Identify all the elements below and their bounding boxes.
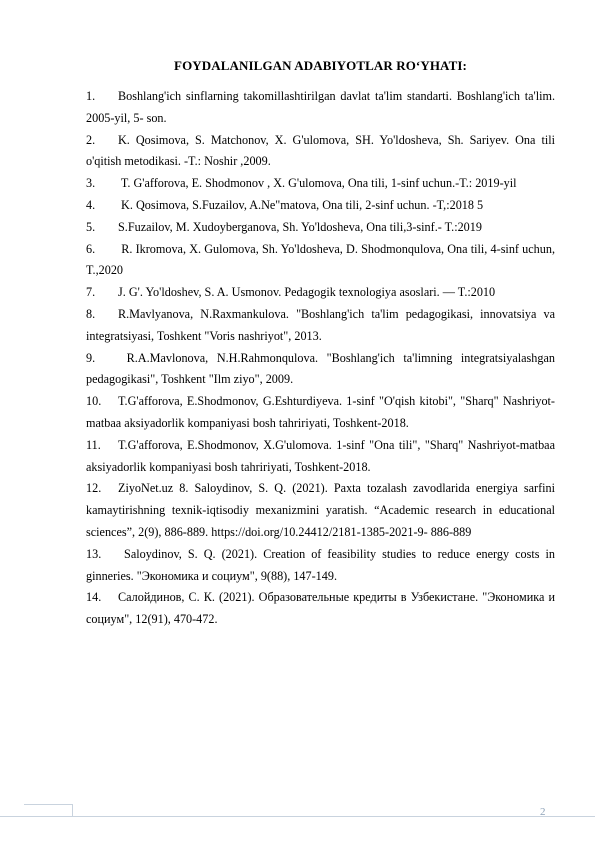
reference-text: Салойдинов, С. К. (2021). Образовательные кредиты в Узбекистане. "Экономика и социум", 12(91), 470-472. — [86, 590, 555, 627]
reference-number: 7. — [86, 285, 96, 300]
reference-item — [86, 304, 555, 348]
reference-text: J. G'. Yo'ldoshev, S. A. Usmonov. Pedagogik texnologiya asoslari. — T.:2010 — [118, 285, 496, 300]
reference-text: R. Ikromova, X. Gulomova, Sh. Yo'ldosheva, D. Shodmonqulova, Ona tili, 4-sinf uchun, T.,2020 — [86, 241, 555, 278]
reference-item — [86, 544, 555, 588]
reference-text: K. Qosimova, S. Matchonov, X. G'ulomova, SH. Yo'ldosheva, Sh. Sariyev. Ona tili o'qitish metodikasi. -T.: Noshir ,2009. — [86, 132, 555, 169]
footer-divider — [0, 816, 595, 817]
reference-text: ZiyoNet.uz 8. Saloydinov, S. Q. (2021). Paxta tozalash zavodlarida energiya sarfini kamaytirishning texnik-iqtisodiy mexanizmini yaratish. “Academic research in educational sciences”, 2(9), 886-889. https://doi.org/10.24412/2181-1385-2021-9- 886-889 — [86, 481, 555, 539]
reference-number: 12. — [86, 481, 102, 496]
reference-item — [86, 435, 555, 479]
reference-text: Saloydinov, S. Q. (2021). Creation of feasibility studies to reduce energy costs in ginneries. "Экономика и социум", 9(88), 147-149. — [86, 546, 555, 583]
reference-number: 10. — [86, 394, 102, 409]
reference-text: Boshlang'ich sinflarning takomillashtirilgan davlat ta'lim standarti. Boshlang'ich ta'lim. 2005-yil, 5- son. — [86, 89, 555, 125]
reference-item — [86, 478, 555, 543]
reference-item — [86, 239, 555, 283]
reference-number: 14. — [86, 590, 102, 605]
reference-item — [86, 217, 555, 239]
reference-item — [86, 86, 555, 130]
reference-number: 3. — [86, 176, 96, 191]
reference-list — [86, 86, 555, 631]
reference-number: 8. — [86, 306, 96, 321]
reference-text: T. G'afforova, E. Shodmonov , X. G'ulomova, Ona tili, 1-sinf uchun.-T.: 2019-yil — [118, 176, 517, 191]
page-title: FOYDALANILGAN ADABIYOTLAR RO‘YHATI: — [174, 58, 467, 73]
reference-text: T.G'afforova, E.Shodmonov, G.Eshturdiyeva. 1-sinf "O'qish kitobi", "Sharq" Nashriyot-matbaa aksiyadorlik kompaniyasi bosh tahririyati, Toshkent-2018. — [86, 394, 555, 430]
reference-item — [86, 391, 555, 435]
reference-text: T.G'afforova, E.Shodmonov, X.G'ulomova. 1-sinf "Ona tili", "Sharq" Nashriyot-matbaa aksiyadorlik kompaniyasi bosh tahririyati, Toshkent-2018. — [86, 437, 555, 474]
reference-number: 11. — [86, 437, 101, 452]
reference-number: 1. — [86, 89, 96, 103]
reference-number: 4. — [86, 197, 96, 212]
reference-item — [86, 173, 555, 195]
reference-number: 2. — [86, 132, 96, 147]
reference-item — [86, 130, 555, 174]
reference-text: R.A.Mavlonova, N.H.Rahmonqulova. "Boshlang'ich ta'limning integratsiyalashgan pedagogikasi", Toshkent "Ilm ziyo", 2009. — [86, 350, 555, 387]
reference-item — [86, 348, 555, 392]
reference-number: 9. — [86, 350, 96, 365]
reference-number: 5. — [86, 219, 96, 234]
reference-number: 13. — [86, 546, 102, 561]
reference-number: 6. — [86, 241, 96, 256]
reference-item — [86, 587, 555, 631]
page-number: 2 — [540, 806, 546, 818]
reference-text: S.Fuzailov, M. Xudoyberganova, Sh. Yo'ldosheva, Ona tili,3-sinf.- T.:2019 — [118, 219, 482, 234]
reference-text: R.Mavlyanova, N.Raxmankulova. "Boshlang'ich ta'lim pedagogikasi, innovatsiya va integratsiyasi, Toshkent "Voris nashriyot", 2013. — [86, 306, 555, 343]
reference-item — [86, 282, 555, 304]
reference-item — [86, 195, 555, 217]
reference-text: K. Qosimova, S.Fuzailov, A.Ne"matova, Ona tili, 2-sinf uchun. -T,:2018 5 — [118, 197, 484, 212]
